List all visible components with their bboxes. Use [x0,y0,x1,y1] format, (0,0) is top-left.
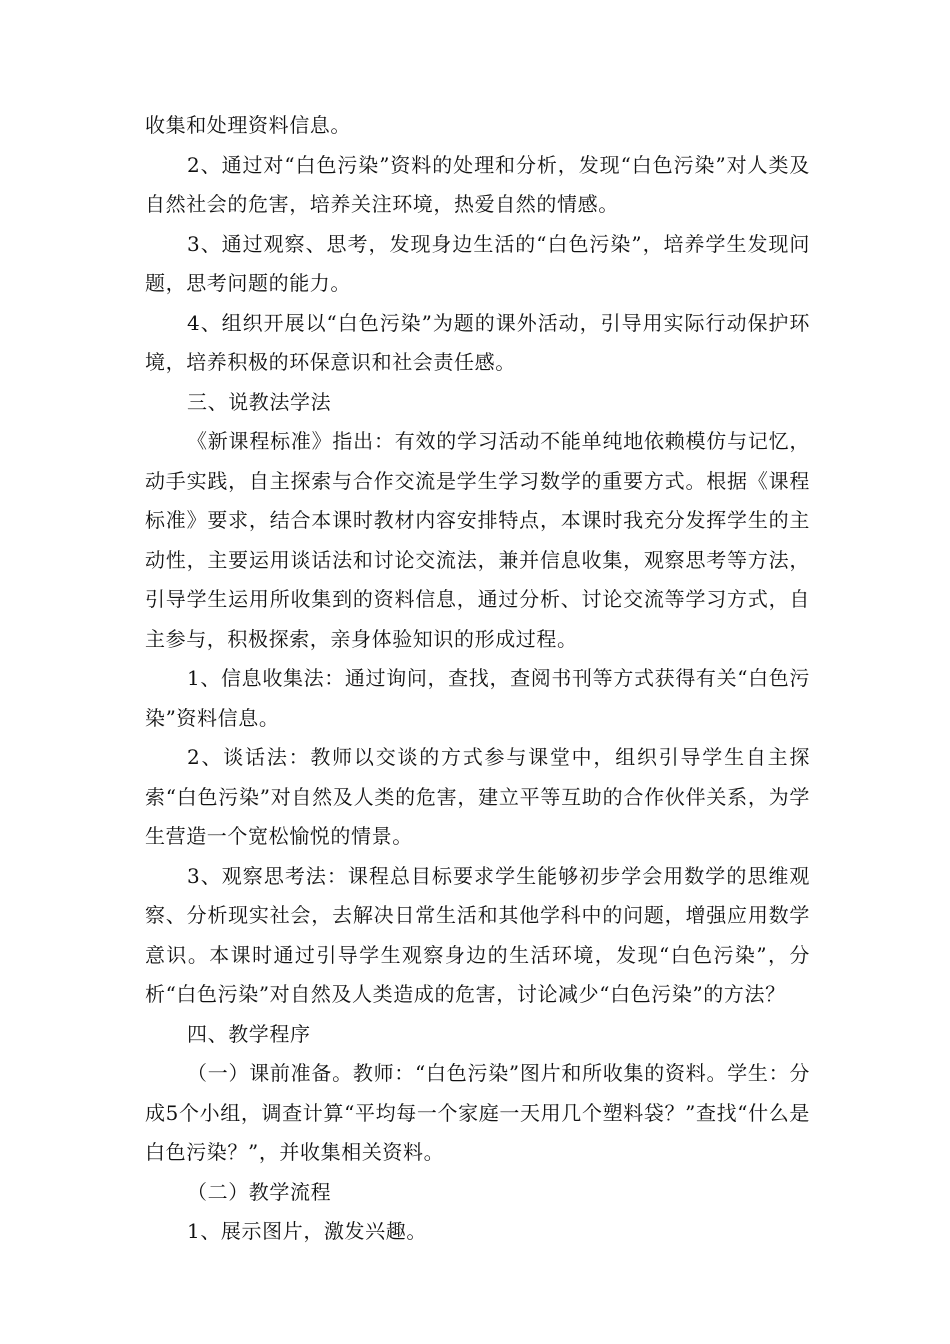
curriculum-standard-paragraph: 《新课程标准》指出：有效的学习活动不能单纯地依赖模仿与记忆，动手实践，自主探索与合作交流是学生学习数学的重要方式。根据《课程标准》要求，结合本课时教材内容安排特点，本课时我充分发挥学生的主动性，主要运用谈话法和讨论交流法，兼并信息收集，观察思考等方法，引导学生运用所收集到的资料信息，通过分析、讨论交流等学习方式，自主参与，积极探索，亲身体验知识的形成过程。 [145,429,810,651]
objective-3-paragraph: 3、通过观察、思考，发现身边生活的“白色污染”，培养学生发现问题，思考问题的能力。 [145,231,810,295]
paragraph-continuation: 收集和处理资料信息。 [145,113,351,137]
step-1-paragraph: 1、展示图片，激发兴趣。 [187,1219,427,1243]
section-heading-teaching-procedure: 四、教学程序 [187,1021,311,1046]
document-body [145,106,810,1252]
section-heading-teaching-methods: 三、说教法学法 [187,389,332,414]
method-observation-paragraph: 3、观察思考法：课程总目标要求学生能够初步学会用数学的思维观察、分析现实社会，去解决日常生活和其他学科中的问题，增强应用数学意识。本课时通过引导学生观察身边的生活环境，发现“白色污染”，分析“白色污染”对自然及人类造成的危害，讨论减少“白色污染”的方法？ [145,863,810,1006]
objective-4-paragraph: 4、组织开展以“白色污染”为题的课外活动，引导用实际行动保护环境，培养积极的环保意识和社会责任感。 [145,310,810,374]
method-info-collection-paragraph: 1、信息收集法：通过询问，查找，查阅书刊等方式获得有关“白色污染”资料信息。 [145,666,810,730]
preparation-paragraph: （一）课前准备。教师：“白色污染”图片和所收集的资料。学生：分成5个小组，调查计算“平均每一个家庭一天用几个塑料袋？”查找“什么是白色污染？”，并收集相关资料。 [145,1061,810,1164]
objective-2-paragraph: 2、通过对“白色污染”资料的处理和分析，发现“白色污染”对人类及自然社会的危害，培养关注环境，热爱自然的情感。 [145,152,810,216]
method-conversation-paragraph: 2、谈话法：教师以交谈的方式参与课堂中，组织引导学生自主探索“白色污染”对自然及人类的危害，建立平等互助的合作伙伴关系，为学生营造一个宽松愉悦的情景。 [145,745,810,848]
subheading-teaching-flow: （二）教学流程 [187,1179,332,1204]
